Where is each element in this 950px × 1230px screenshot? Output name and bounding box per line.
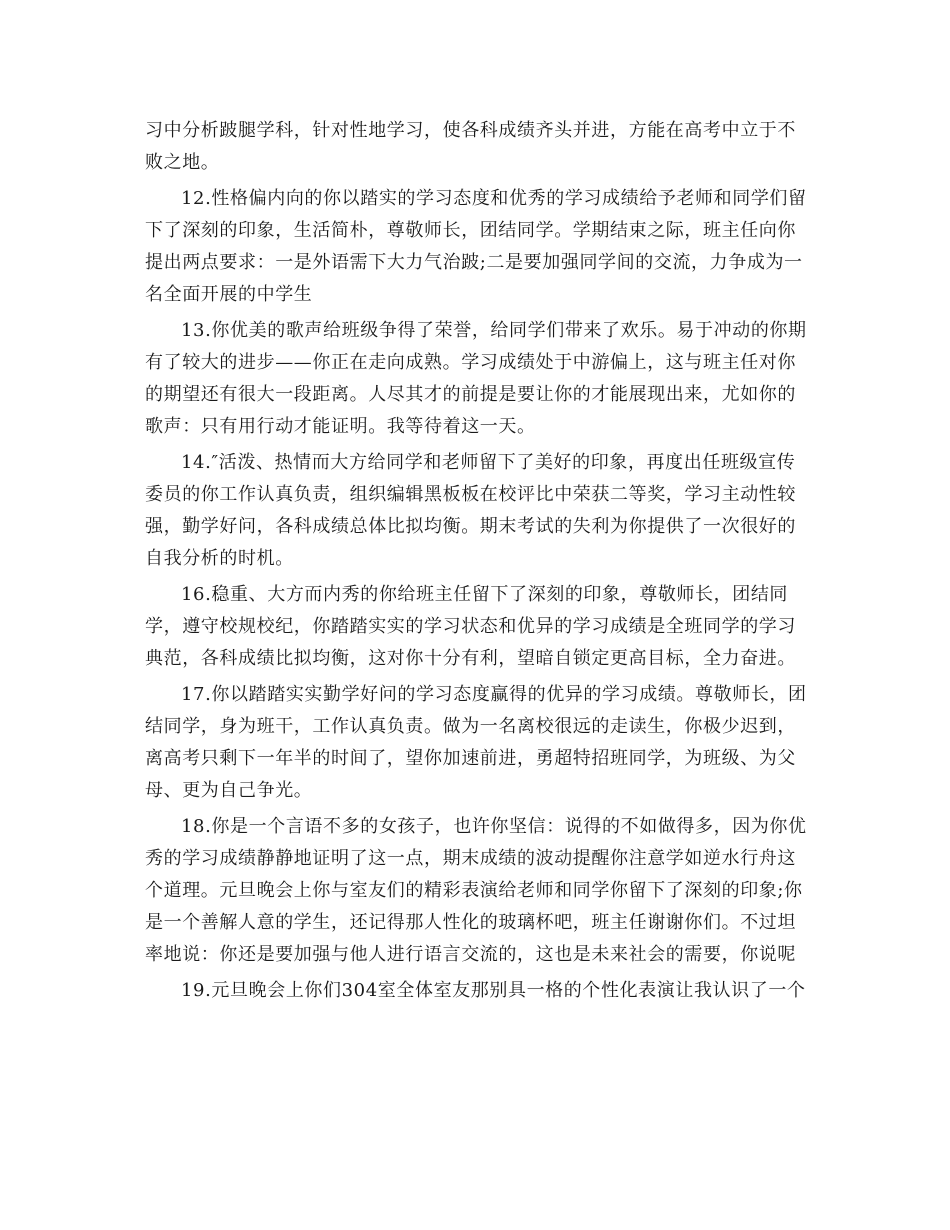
text-line: 18.你是一个言语不多的女孩子，也许你坚信：说得的不如做得多，因为你优 [181,816,807,837]
text-line: 离高考只剩下一年半的时间了，望你加速前进，勇超特招班同学，为班级、为父 [145,748,796,769]
text-line: 母、更为自己争光。 [145,780,313,801]
text-line: 17.你以踏踏实实勤学好问的学习态度赢得的优异的学习成绩。尊敬师长，团 [181,684,807,705]
text-line: 名全面开展的中学生 [145,284,313,305]
text-line: 委员的你工作认真负责，组织编辑黑板板在校评比中荣获二等奖，学习主动性较 [145,484,796,505]
paragraph-item-16 [145,579,805,675]
text-line: 有了较大的进步——你正在走向成熟。学习成绩处于中游偏上，这与班主任对你 [145,352,796,373]
paragraph-item-19 [145,975,805,1007]
paragraph-item-13 [145,315,805,443]
text-line: 强，勤学好问，各科成绩总体比拟均衡。期末考试的失利为你提供了一次很好的 [145,516,796,537]
text-line: 是一个善解人意的学生，还记得那人性化的玻璃杯吧，班主任谢谢你们。不过坦 [145,912,796,933]
text-line: 的期望还有很大一段距离。人尽其才的前提是要让你的才能展现出来，尤如你的 [145,384,796,405]
text-line: 自我分析的时机。 [145,548,294,569]
paragraph-item-17 [145,679,805,807]
text-line: 12.性格偏内向的你以踏实的学习态度和优秀的学习成绩给予老师和同学们留 [181,188,807,209]
paragraph-continuation [145,115,805,179]
text-line: 习中分析跛腿学科，针对性地学习，使各科成绩齐头并进，方能在高考中立于不 [145,120,796,141]
text-line: 歌声：只有用行动才能证明。我等待着这一天。 [145,416,536,437]
paragraph-item-18 [145,811,805,971]
text-line: 下了深刻的印象，生活简朴，尊敬师长，团结同学。学期结束之际，班主任向你 [145,220,796,241]
text-line: 率地说：你还是要加强与他人进行语言交流的，这也是未来社会的需要，你说呢 [145,944,796,965]
text-line: 13.你优美的歌声给班级争得了荣誉，给同学们带来了欢乐。易于冲动的你期 [181,320,807,341]
text-line: 16.稳重、大方而内秀的你给班主任留下了深刻的印象，尊敬师长，团结同 [181,584,789,605]
text-line: 提出两点要求：一是外语需下大力气治跛;二是要加强同学间的交流，力争成为一 [145,252,803,273]
paragraph-item-12 [145,183,805,311]
document-body [145,115,805,1007]
text-line: 19.元旦晚会上你们304室全体室友那别具一格的个性化表演让我认识了一个 [181,980,806,1001]
paragraph-item-14 [145,447,805,575]
text-line: 学，遵守校规校纪，你踏踏实实的学习状态和优异的学习成绩是全班同学的学习 [145,616,796,637]
text-line: 典范，各科成绩比拟均衡，这对你十分有利，望暗自锁定更高目标，全力奋进。 [145,648,796,669]
text-line: 个道理。元旦晚会上你与室友们的精彩表演给老师和同学你留下了深刻的印象;你 [145,880,803,901]
text-line: 秀的学习成绩静静地证明了这一点，期末成绩的波动提醒你注意学如逆水行舟这 [145,848,796,869]
text-line: 14.″活泼、热情而大方给同学和老师留下了美好的印象，再度出任班级宣传 [181,452,796,473]
text-line: 结同学，身为班干，工作认真负责。做为一名离校很远的走读生，你极少迟到， [145,716,796,737]
text-line: 败之地。 [145,152,220,173]
